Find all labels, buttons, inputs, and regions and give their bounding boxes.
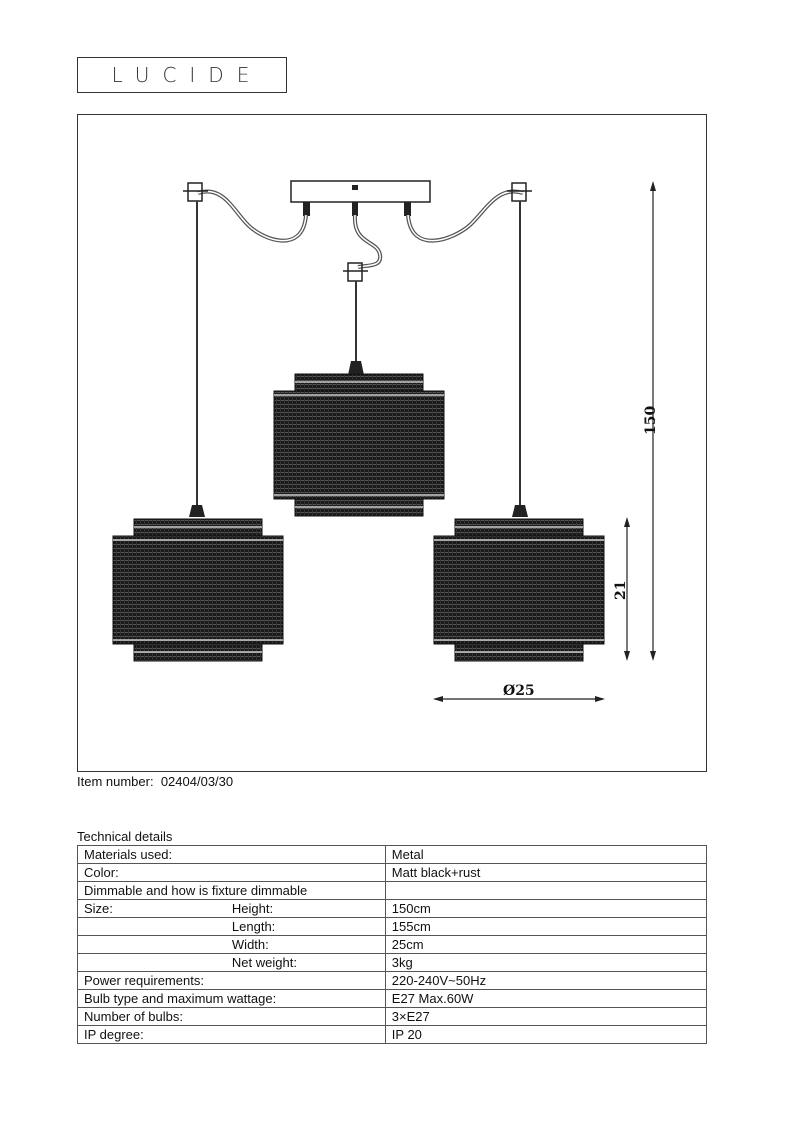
row-value	[385, 882, 706, 900]
row-label	[78, 918, 226, 936]
item-number-label: Item number:	[77, 774, 154, 789]
item-number-value: 02404/03/30	[160, 774, 234, 789]
row-label	[78, 954, 226, 972]
item-number	[77, 774, 233, 789]
diameter-dimension-label: Ø25	[503, 683, 535, 699]
brand-logo	[77, 57, 287, 93]
row-label: IP degree:	[78, 1026, 386, 1044]
height-dimension-label: 150	[643, 405, 659, 435]
left-cable	[198, 191, 306, 240]
table-row	[78, 936, 707, 954]
row-value: 155cm	[385, 918, 706, 936]
row-sublabel: Height:	[226, 900, 385, 918]
table-row	[78, 864, 707, 882]
row-value: 3×E27	[385, 1008, 706, 1026]
shade-height-dimension-label: 21	[613, 580, 629, 600]
pendant-lamp-drawing	[78, 115, 708, 773]
table-row	[78, 1008, 707, 1026]
technical-details-table	[77, 845, 707, 1044]
table-row	[78, 882, 707, 900]
row-value: E27 Max.60W	[385, 990, 706, 1008]
row-value: 220-240V~50Hz	[385, 972, 706, 990]
row-sublabel: Length:	[226, 918, 385, 936]
row-value: Metal	[385, 846, 706, 864]
ceiling-canopy	[291, 181, 430, 202]
technical-details-title: Technical details	[77, 829, 173, 844]
row-value: Matt black+rust	[385, 864, 706, 882]
cable-connectors	[303, 202, 411, 216]
row-sublabel	[226, 846, 385, 864]
product-drawing	[77, 114, 707, 772]
row-label: Dimmable and how is fixture dimmable	[78, 882, 386, 900]
row-label: Color:	[78, 864, 226, 882]
row-value: 150cm	[385, 900, 706, 918]
table-row	[78, 972, 707, 990]
row-value: IP 20	[385, 1026, 706, 1044]
brand-logo-text: LUCIDE	[111, 63, 263, 87]
row-sublabel	[226, 864, 385, 882]
row-label: Power requirements:	[78, 972, 386, 990]
row-value: 25cm	[385, 936, 706, 954]
row-sublabel: Width:	[226, 936, 385, 954]
row-value: 3kg	[385, 954, 706, 972]
center-lamp-shade	[274, 374, 444, 516]
row-label: Number of bulbs:	[78, 1008, 386, 1026]
row-label: Bulb type and maximum wattage:	[78, 990, 386, 1008]
row-label	[78, 936, 226, 954]
table-row	[78, 900, 707, 918]
table-row	[78, 990, 707, 1008]
right-lamp-shade	[434, 519, 604, 661]
row-label: Materials used:	[78, 846, 226, 864]
table-row	[78, 1026, 707, 1044]
row-label: Size:	[78, 900, 226, 918]
row-sublabel: Net weight:	[226, 954, 385, 972]
table-row	[78, 954, 707, 972]
table-row	[78, 918, 707, 936]
table-row	[78, 846, 707, 864]
left-lamp-shade	[113, 519, 283, 661]
